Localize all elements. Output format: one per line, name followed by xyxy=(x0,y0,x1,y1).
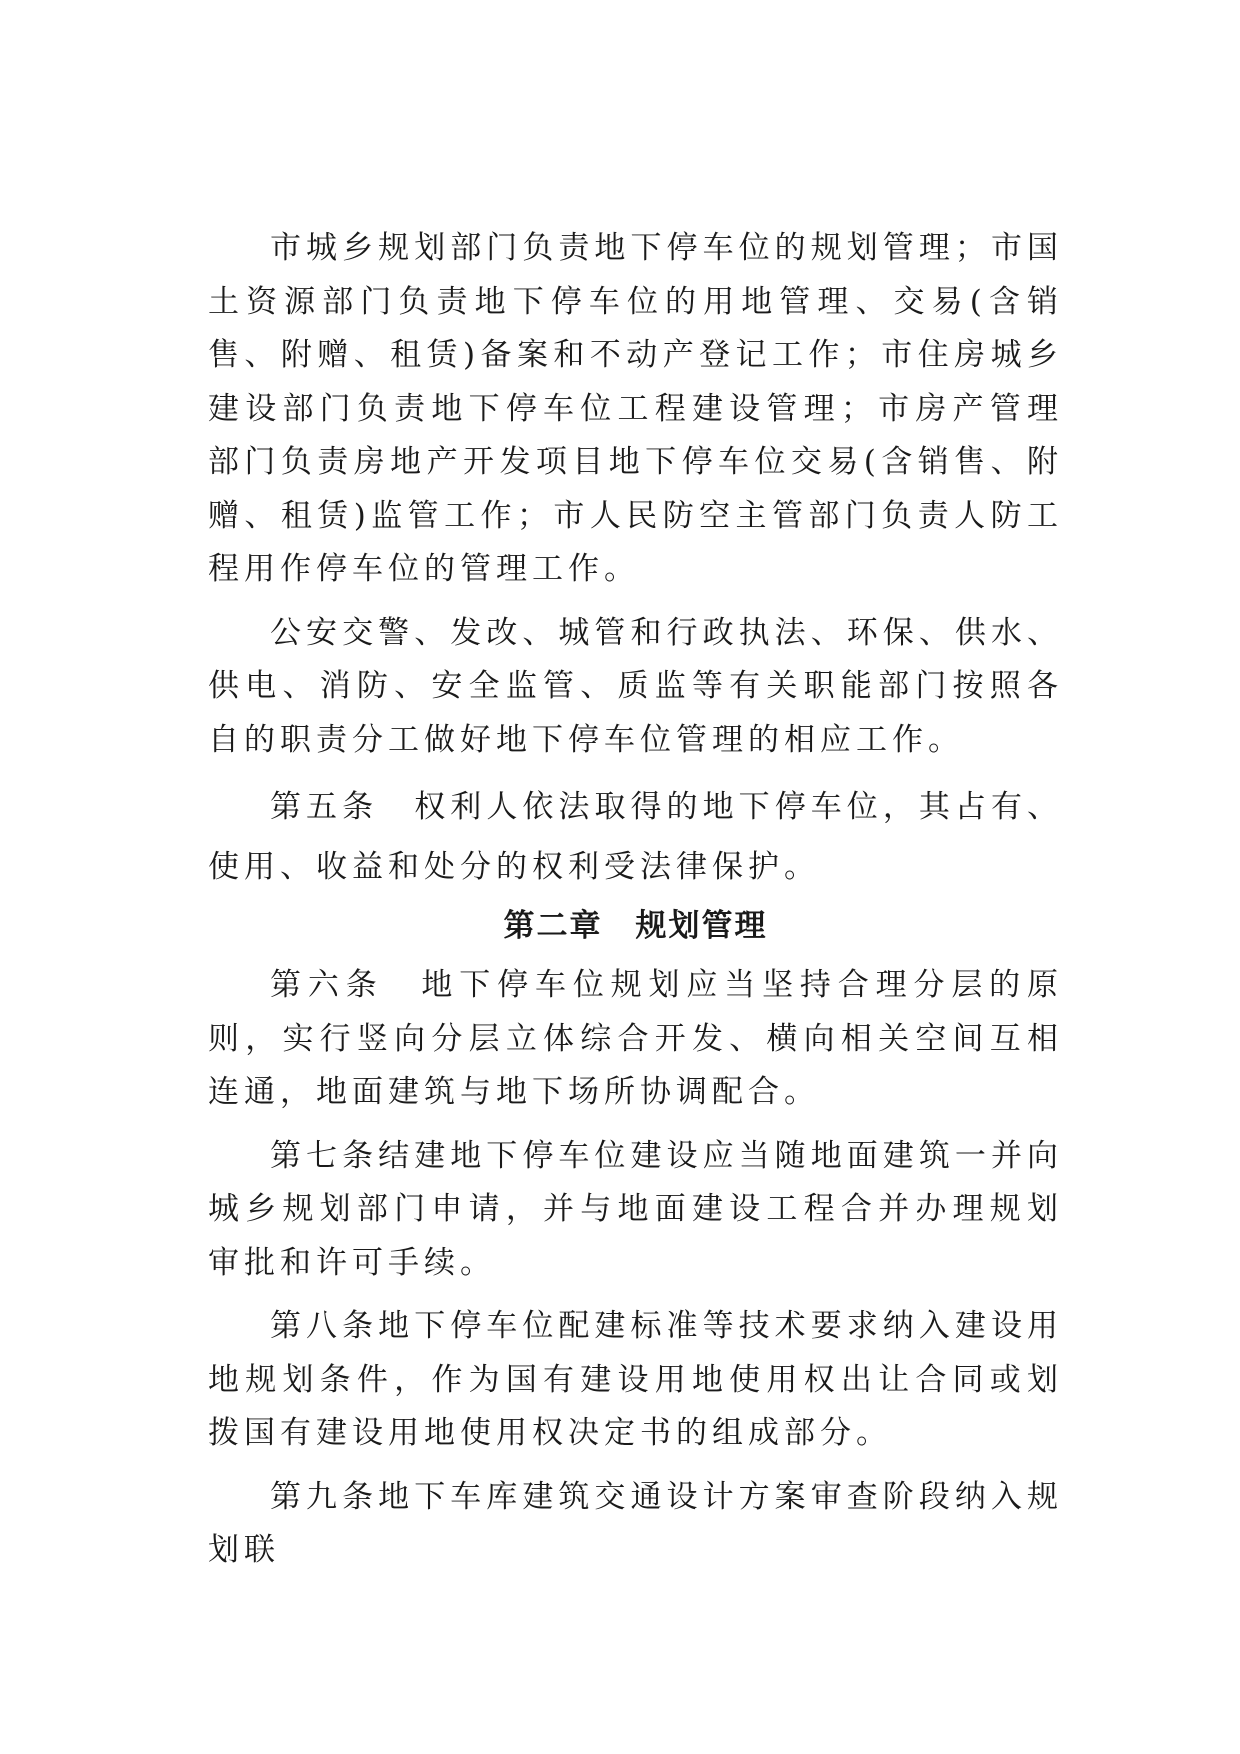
article-7: 第七条结建地下停车位建设应当随地面建筑一并向城乡规划部门申请，并与地面建设工程合并办理规划审批和许可手续。 xyxy=(208,1137,1063,1281)
article-5-label: 第五条 xyxy=(270,789,379,825)
chapter-heading: 第二章 规划管理 xyxy=(503,908,768,944)
article-6 xyxy=(208,959,1063,1120)
paragraph-other-departments: 公安交警、发改、城管和行政执法、环保、供水、供电、消防、安全监管、质监等有关职能部门按照各自的职责分工做好地下停车位管理的相应工作。 xyxy=(208,614,1063,758)
article-5-text: 权利人依法取得的地下停车位，其占有、使用、收益和处分的权利受法律保护。 xyxy=(208,789,1064,885)
article-5-spacer xyxy=(378,789,414,825)
article-6-text: 地下停车位规划应当坚持合理分层的原则，实行竖向分层立体综合开发、横向相关空间互相连通，地面建筑与地下场所协调配合。 xyxy=(208,967,1064,1110)
article-5 xyxy=(208,777,1063,897)
article-8: 第八条地下停车位配建标准等技术要求纳入建设用地规划条件，作为国有建设用地使用权出让合同或划拨国有建设用地使用权决定书的组成部分。 xyxy=(208,1308,1063,1451)
article-6-label: 第六条 xyxy=(270,967,384,1003)
document-page xyxy=(208,222,1063,1578)
article-9: 第九条地下车库建筑交通设计方案审查阶段纳入规划联 xyxy=(208,1478,1063,1568)
paragraph-responsibilities: 市城乡规划部门负责地下停车位的规划管理；市国土资源部门负责地下停车位的用地管理、交易(含销售、附赠、租赁)备案和不动产登记工作；市住房城乡建设部门负责地下停车位工程建设管理；市房产管理部门负责房地产开发项目地下停车位交易(含销售、附赠、租赁)监管工作；市人民防空主管部门负责人防工程用作停车位的管理工作。 xyxy=(208,230,1063,587)
article-6-spacer xyxy=(384,967,422,1003)
